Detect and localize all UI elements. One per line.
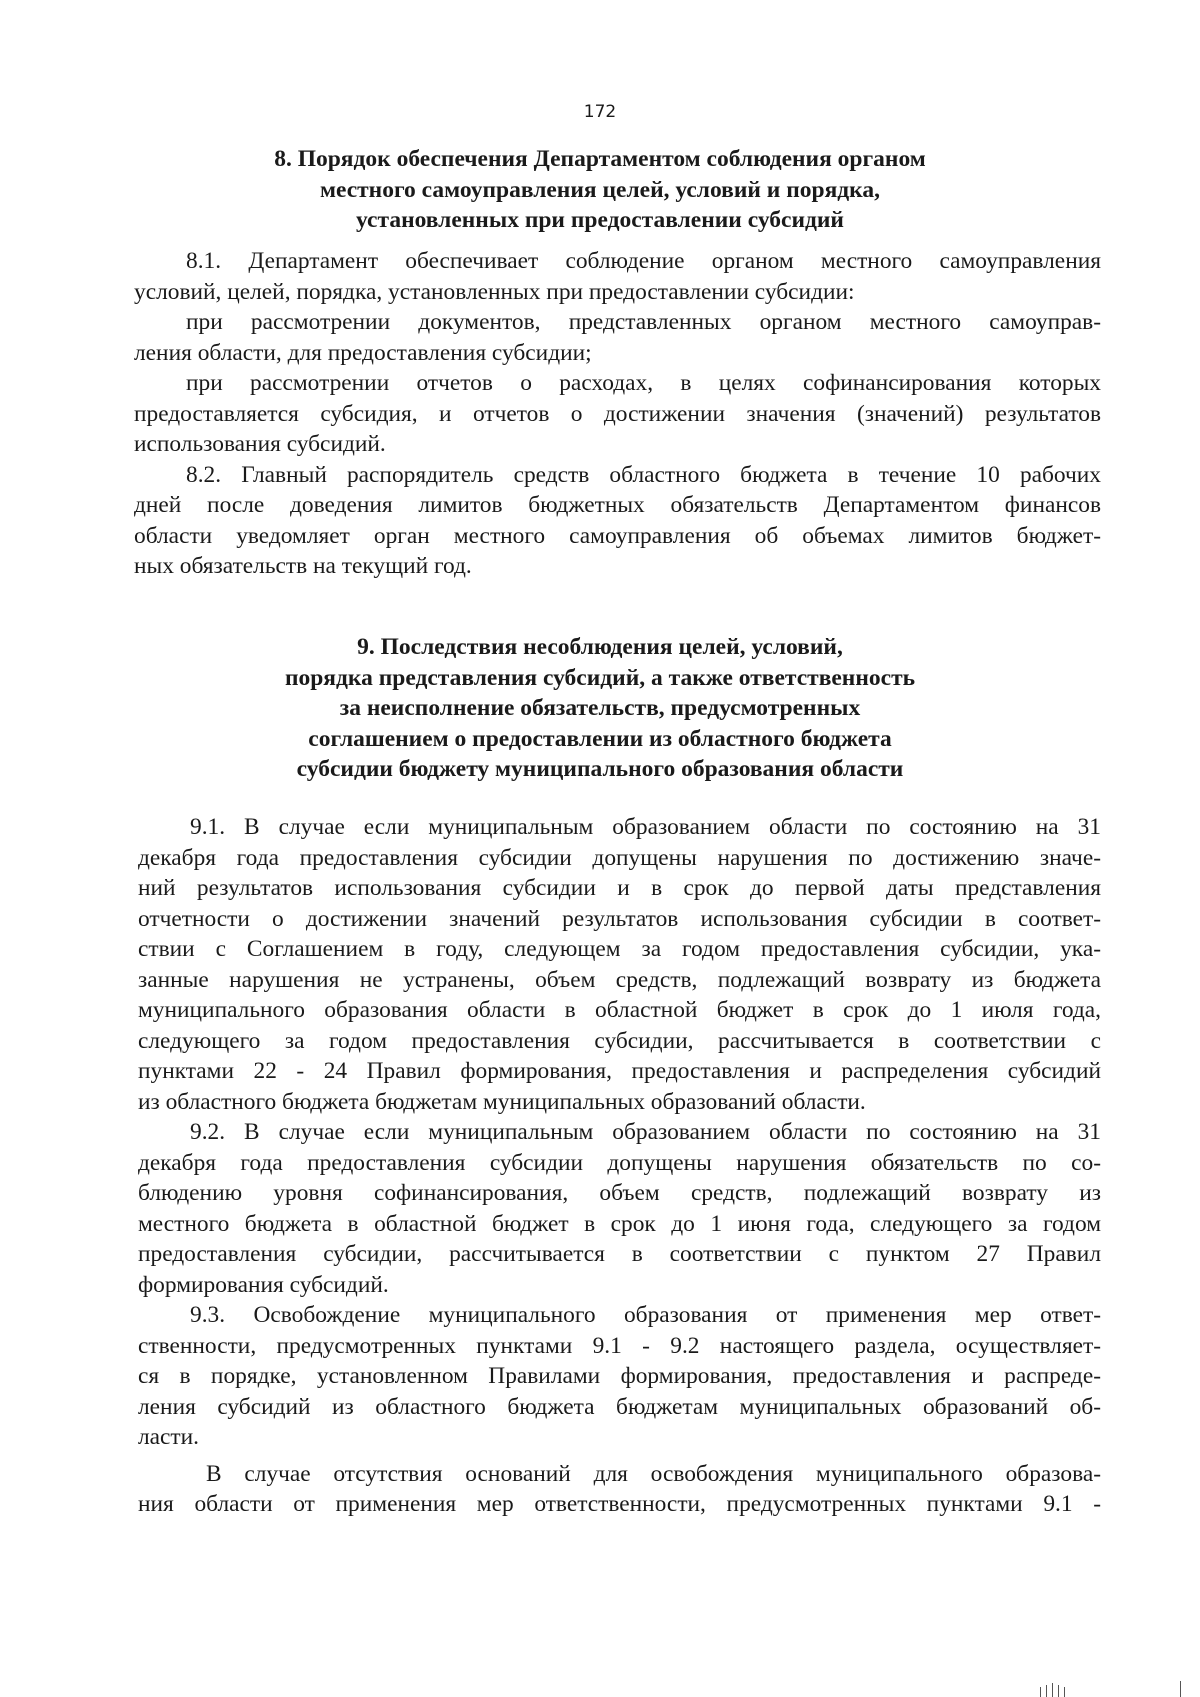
page-number: 172 (583, 102, 617, 122)
text-line: ся в порядке, установленном Правилами формирования, предоставления и распреде- (138, 1363, 1101, 1389)
paragraph-9-3-note-cont (138, 1489, 1101, 1520)
text-line: предоставления субсидии, рассчитывается в соответствии с пунктом 27 Правил (138, 1241, 1101, 1267)
text-line: ласти. (138, 1424, 200, 1450)
paragraph-9-1 (138, 812, 1101, 843)
paragraph-9-3-cont (138, 1392, 1101, 1423)
paragraph-9-3-note (138, 1459, 1101, 1490)
paragraph-9-3-cont (138, 1422, 1101, 1453)
paragraph-9-2-cont (138, 1178, 1101, 1209)
section-8-body (134, 246, 1101, 582)
paragraph-8-1-item-2 (134, 368, 1101, 399)
paragraph-9-1-cont (138, 934, 1101, 965)
text-line: условий, целей, порядка, установленных при предоставлении субсидии: (134, 278, 855, 305)
section-8-heading (130, 144, 1070, 236)
text-line: формирования субсидий. (138, 1271, 389, 1298)
paragraph-9-1-cont (138, 873, 1101, 904)
text-line: декабря года предоставления субсидии допущены нарушения обязательств по со- (138, 1149, 1101, 1176)
text-line: занные нарушения не устранены, объем средств, подлежащий возврату из бюджета (138, 966, 1101, 993)
heading-line: установленных при предоставлении субсидий (356, 207, 844, 233)
paragraph-9-2 (138, 1117, 1101, 1148)
heading-line: соглашением о предоставлении из областного бюджета (308, 725, 892, 752)
section-9-heading (130, 632, 1070, 785)
paragraph-8-2-cont (134, 490, 1101, 521)
text-line: 9.3. Освобождение муниципального образования от применения мер ответ- (190, 1302, 1101, 1328)
text-line: 9.1. В случае если муниципальным образованием области по состоянию на 31 (190, 814, 1101, 840)
text-line: ления субсидий из областного бюджета бюджетам муниципальных образований об- (138, 1393, 1101, 1420)
text-line: ных обязательств на текущий год. (134, 553, 472, 579)
paragraph-8-1 (134, 246, 1101, 277)
paragraph-8-1-item-2-cont (134, 399, 1101, 430)
text-line: 9.2. В случае если муниципальным образованием области по состоянию на 31 (190, 1119, 1101, 1145)
text-line: ния области от применения мер ответственности, предусмотренных пунктами 9.1 - (138, 1491, 1101, 1517)
paragraph-8-2-cont (134, 521, 1101, 552)
text-line: при рассмотрении документов, представленных органом местного самоуправ- (186, 309, 1101, 335)
section-9-body (138, 812, 1101, 1520)
heading-line: порядка представления субсидий, а также ответственность (284, 664, 916, 691)
paragraph-9-1-cont (138, 904, 1101, 935)
text-line: ственности, предусмотренных пунктами 9.1 - 9.2 настоящего раздела, осуществляет- (138, 1332, 1101, 1359)
paragraph-9-2-cont (138, 1209, 1101, 1240)
paragraph-9-1-cont (138, 843, 1101, 874)
paragraph-9-3 (138, 1300, 1101, 1331)
text-line: ствии с Соглашением в году, следующем за годом предоставления субсидии, ука- (138, 936, 1101, 962)
paragraph-8-1-cont (134, 277, 1101, 308)
text-line: отчетности о достижении значений результатов использования субсидии в соответ- (138, 905, 1101, 932)
paragraph-9-1-cont (138, 1056, 1101, 1087)
heading-line: субсидии бюджету муниципального образования области (296, 756, 904, 782)
text-line: блюдению уровня софинансирования, объем средств, подлежащий возврату из (138, 1180, 1101, 1206)
text-line: 8.1. Департамент обеспечивает соблюдение органом местного самоуправления (186, 248, 1101, 274)
heading-line: местного самоуправления целей, условий и порядка, (319, 176, 880, 203)
text-line: пунктами 22 - 24 Правил формирования, предоставления и распределения субсидий (138, 1058, 1101, 1084)
paragraph-8-1-item-2-cont (134, 429, 1101, 460)
paragraph-9-1-cont (138, 1026, 1101, 1057)
paragraph-8-2-cont (134, 551, 1101, 582)
paragraph-9-3-cont (138, 1331, 1101, 1362)
text-line: использования субсидий. (134, 431, 386, 457)
heading-line: 9. Последствия несоблюдения целей, условий, (357, 634, 843, 660)
paragraph-9-1-cont (138, 995, 1101, 1026)
paragraph-8-1-item-1 (134, 307, 1101, 338)
text-line: дней после доведения лимитов бюджетных обязательств Департаментом финансов (134, 492, 1101, 518)
heading-line: за неисполнение обязательств, предусмотренных (339, 695, 861, 721)
paragraph-8-2 (134, 460, 1101, 491)
text-line: местного бюджета в областной бюджет в срок до 1 июня года, следующего за годом (138, 1210, 1101, 1237)
paragraph-9-3-cont (138, 1361, 1101, 1392)
text-line: муниципального образования области в областной бюджет в срок до 1 июля года, (138, 997, 1101, 1023)
text-line: ления области, для предоставления субсидии; (134, 339, 592, 366)
paragraph-9-1-cont (138, 965, 1101, 996)
text-line: следующего за годом предоставления субсидии, рассчитывается в соответствии с (138, 1027, 1101, 1054)
paragraph-8-1-item-1-cont (134, 338, 1101, 369)
text-line: области уведомляет орган местного самоуправления об объемах лимитов бюджет- (134, 522, 1101, 549)
paragraph-9-2-cont (138, 1148, 1101, 1179)
text-line: декабря года предоставления субсидии допущены нарушения по достижению значе- (138, 844, 1101, 871)
text-line: при рассмотрении отчетов о расходах, в целях софинансирования которых (186, 370, 1101, 396)
text-line: из областного бюджета бюджетам муниципальных образований области. (138, 1088, 866, 1115)
text-line: ний результатов использования субсидии и в срок до первой даты представления (138, 875, 1101, 901)
paragraph-9-2-cont (138, 1239, 1101, 1270)
text-line: В случае отсутствия оснований для освобождения муниципального образова- (206, 1460, 1101, 1487)
scan-artifact-marks (1030, 1674, 1190, 1697)
heading-line: 8. Порядок обеспечения Департаментом соблюдения органом (274, 146, 926, 172)
text-line: 8.2. Главный распорядитель средств областного бюджета в течение 10 рабочих (186, 461, 1101, 488)
paragraph-9-1-cont (138, 1087, 1101, 1118)
text-line: предоставляется субсидия, и отчетов о достижении значения (значений) результатов (134, 400, 1101, 427)
paragraph-9-2-cont (138, 1270, 1101, 1301)
